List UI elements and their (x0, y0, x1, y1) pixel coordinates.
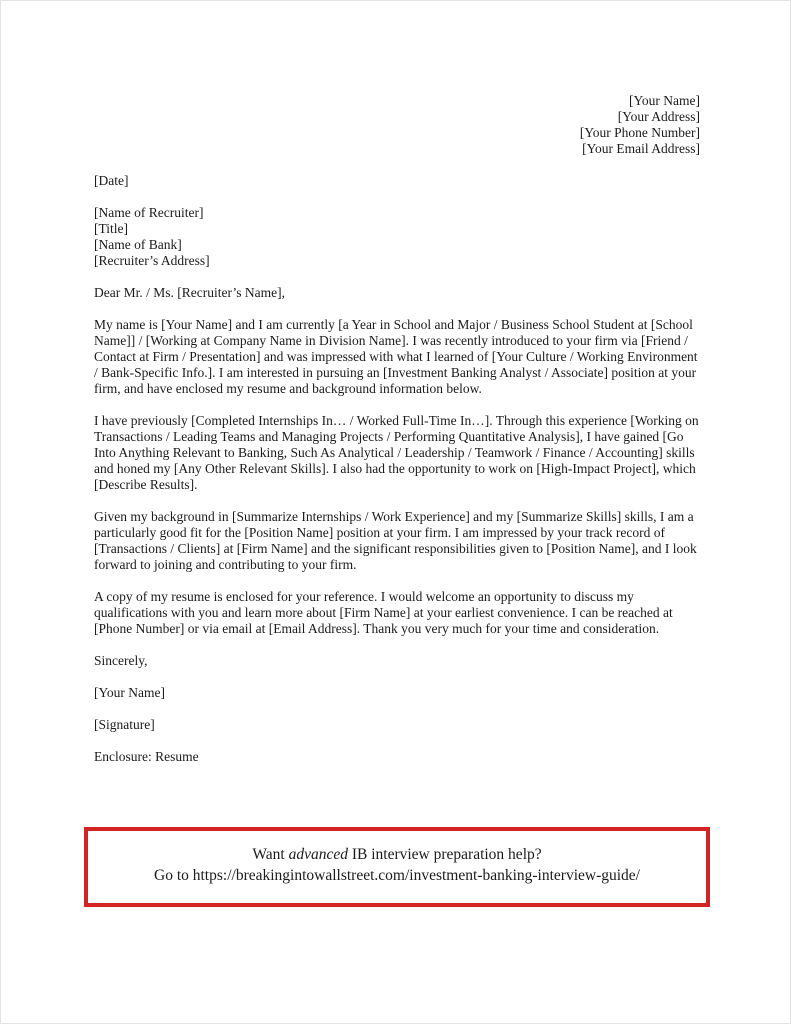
closing-name-line: [Your Name] (94, 685, 165, 700)
promo-url[interactable]: https://breakingintowallstreet.com/investment-banking-interview-guide/ (192, 867, 640, 884)
sender-name: [Your Name] (629, 93, 700, 108)
recipient-recruiter-name: [Name of Recruiter] (94, 205, 204, 220)
signature-placeholder-line: [Signature] (94, 717, 155, 732)
enclosure-line: Enclosure: Resume (94, 749, 199, 764)
sender-phone: [Your Phone Number] (579, 125, 700, 140)
recipient-bank-name: [Name of Bank] (94, 237, 182, 252)
body-paragraph-1: My name is [Your Name] and I am currently [a Year in School and Major / Business School Student at [School Name]] / [Working at Company Name in Division Name]. I was recently introduced to your firm via [Friend / Contact at Firm / Presentation] and was impressed with what I learned of [Your Culture / Working Environment / Bank-Specific Info.]. I am interested in pursuing an [Investment Banking Analyst / Associate] position at your firm, and have enclosed my resume and background information below. (94, 317, 698, 396)
body-paragraph-4: A copy of my resume is enclosed for your reference. I would welcome an opportunity to discuss my qualifications with you and learn more about [Firm Name] at your earliest convenience. I can be reached at [Phone Number] or via email at [Email Address]. Thank you very much for your time and consideration. (94, 589, 673, 636)
date-line: [Date] (94, 173, 129, 188)
recipient-title: [Title] (94, 221, 129, 236)
promo-line-2-prefix: Go to (154, 867, 189, 884)
promo-line-1 (96, 844, 698, 865)
promo-line-1-italic: advanced (288, 846, 348, 863)
sender-address: [Your Address] (617, 109, 700, 124)
promo-line-1-prefix: Want (252, 846, 285, 863)
recipient-block (94, 205, 700, 269)
salutation-line: Dear Mr. / Ms. [Recruiter’s Name], (94, 285, 285, 300)
sender-block (94, 93, 700, 157)
promo-line-1-suffix: IB interview preparation help? (351, 846, 542, 863)
body-paragraph-3: Given my background in [Summarize Internships / Work Experience] and my [Summarize Skills] skills, I am a particularly good fit for the [Position Name] position at your firm. I am impressed by your track record of [Transactions / Clients] at [Firm Name] and the significant responsibilities given to [Position Name], and I look forward to joining and contributing to your firm. (94, 509, 697, 572)
promo-box (84, 827, 710, 907)
recipient-address: [Recruiter’s Address] (94, 253, 210, 268)
promo-line-2 (96, 865, 698, 886)
sender-email: [Your Email Address] (582, 141, 700, 156)
body-paragraph-2: I have previously [Completed Internships In… / Worked Full-Time In…]. Through this experience [Working on Transactions / Leading Teams and Managing Projects / Performing Quantitative Analysis], I have gained [Go Into Anything Relevant to Banking, Such As Analytical / Leadership / Teamwork / Finance / Accounting] skills and honed my [Any Other Relevant Skills]. I also had the opportunity to work on [High-Impact Project], which [Describe Results]. (94, 413, 699, 492)
valediction-line: Sincerely, (94, 653, 148, 668)
